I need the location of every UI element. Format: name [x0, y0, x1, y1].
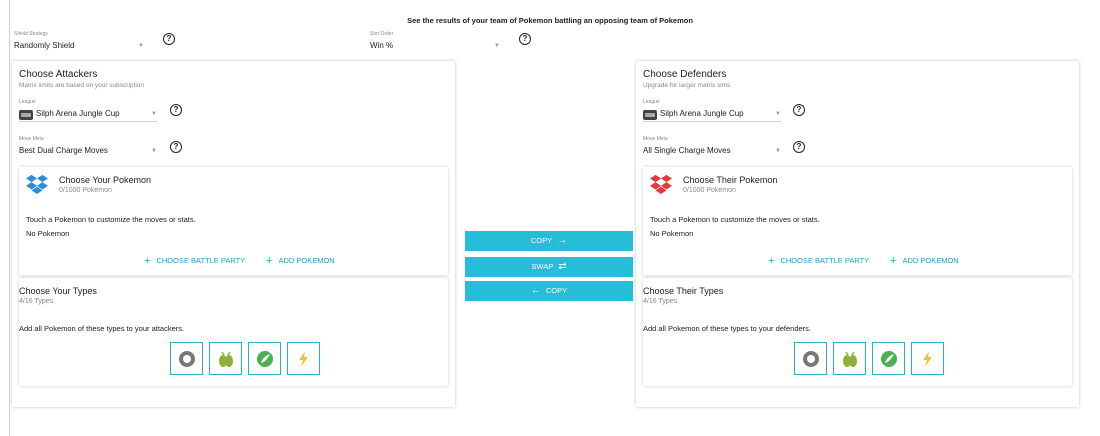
- chevron-down-icon: ▼: [494, 43, 500, 49]
- plus-icon: +: [144, 255, 151, 267]
- defenders-panel: [636, 61, 1079, 407]
- empty-state: No Pokemon: [26, 229, 70, 238]
- sort-order-value: Win %: [370, 41, 394, 50]
- help-icon[interactable]: ?: [793, 104, 805, 116]
- attackers-title: Choose Attackers: [19, 69, 98, 80]
- page-title: See the results of your team of Pokemon battling an opposing team of Pokemon: [407, 16, 693, 25]
- your-pokemon-count: 0/1000 Pokemon: [59, 187, 112, 194]
- attackers-league-select[interactable]: [19, 99, 157, 118]
- normal-type-icon: [178, 350, 196, 368]
- sort-order-select[interactable]: [370, 31, 500, 50]
- their-types-title: Choose Their Types: [643, 286, 724, 296]
- type-buttons: [794, 342, 944, 375]
- electric-type-button[interactable]: [911, 342, 944, 375]
- defenders-move-meta-select[interactable]: [643, 136, 781, 155]
- normal-type-icon: [802, 350, 820, 368]
- arrow-right-icon: →: [557, 235, 568, 246]
- their-pokemon-card: [643, 167, 1072, 275]
- sort-order-label: Sort Order: [370, 31, 394, 37]
- move-meta-label: Move Meta: [19, 136, 44, 142]
- add-pokemon-label: ADD POKEMON: [902, 256, 959, 265]
- grass-type-button[interactable]: [248, 342, 281, 375]
- chevron-down-icon: ▼: [775, 148, 781, 154]
- choose-battle-party-button[interactable]: [144, 255, 245, 267]
- your-types-card: [19, 278, 448, 386]
- add-pokemon-button[interactable]: [266, 255, 335, 267]
- silph-arena-logo-icon: [19, 110, 33, 120]
- add-pokemon-button[interactable]: [890, 255, 959, 267]
- their-types-card: [643, 278, 1072, 386]
- bug-type-button[interactable]: [209, 342, 242, 375]
- left-divider: [9, 0, 10, 436]
- types-hint: Add all Pokemon of these types to your attackers.: [19, 324, 185, 333]
- their-pokemon-title: Choose Their Pokemon: [683, 175, 778, 185]
- move-meta-value: All Single Charge Moves: [643, 146, 731, 155]
- field-underline: [19, 121, 157, 122]
- defenders-subtitle: Upgrade for larger matrix sims: [643, 82, 731, 89]
- copy-left-label: COPY: [545, 286, 568, 295]
- league-label: League: [643, 99, 660, 105]
- electric-type-button[interactable]: [287, 342, 320, 375]
- bug-type-icon: [841, 350, 859, 368]
- choose-battle-party-label: CHOOSE BATTLE PARTY: [780, 256, 870, 265]
- bug-type-button[interactable]: [833, 342, 866, 375]
- league-value: Silph Arena Jungle Cup: [36, 109, 120, 118]
- empty-state: No Pokemon: [650, 229, 694, 238]
- dropbox-red-icon: [650, 174, 672, 194]
- grass-type-icon: [256, 350, 274, 368]
- dropbox-blue-icon: [26, 174, 48, 194]
- shield-strategy-value: Randomly Shield: [14, 41, 75, 50]
- their-pokemon-count: 0/1000 Pokemon: [683, 187, 736, 194]
- plus-icon: +: [266, 255, 273, 267]
- type-buttons: [170, 342, 320, 375]
- plus-icon: +: [890, 255, 897, 267]
- league-label: League: [19, 99, 36, 105]
- pokemon-hint: Touch a Pokemon to customize the moves or stats.: [650, 215, 820, 224]
- your-types-count: 4/16 Types: [19, 298, 54, 305]
- normal-type-button[interactable]: [794, 342, 827, 375]
- arrow-left-icon: ←: [530, 285, 541, 296]
- league-value: Silph Arena Jungle Cup: [660, 109, 744, 118]
- your-pokemon-card: [19, 167, 448, 275]
- bug-type-icon: [217, 350, 235, 368]
- electric-type-icon: [919, 350, 937, 368]
- your-types-title: Choose Your Types: [19, 286, 97, 296]
- chevron-down-icon: ▼: [151, 111, 157, 117]
- types-hint: Add all Pokemon of these types to your defenders.: [643, 324, 812, 333]
- help-icon[interactable]: ?: [519, 33, 531, 45]
- grass-type-button[interactable]: [872, 342, 905, 375]
- silph-arena-logo-icon: [643, 110, 657, 120]
- your-pokemon-title: Choose Your Pokemon: [59, 175, 152, 185]
- help-icon[interactable]: ?: [793, 141, 805, 153]
- pokemon-hint: Touch a Pokemon to customize the moves or stats.: [26, 215, 196, 224]
- help-icon[interactable]: ?: [170, 104, 182, 116]
- choose-battle-party-button[interactable]: [768, 255, 869, 267]
- chevron-down-icon: ▼: [151, 148, 157, 154]
- move-meta-label: Move Meta: [643, 136, 668, 142]
- add-pokemon-label: ADD POKEMON: [278, 256, 335, 265]
- copy-right-button[interactable]: [465, 231, 633, 251]
- swap-icon: ⇄: [558, 261, 567, 272]
- choose-battle-party-label: CHOOSE BATTLE PARTY: [156, 256, 246, 265]
- grass-type-icon: [880, 350, 898, 368]
- chevron-down-icon: ▼: [775, 111, 781, 117]
- attackers-subtitle: Matrix limits are based on your subscription: [19, 82, 144, 89]
- swap-label: SWAP: [531, 262, 554, 271]
- attackers-panel: [12, 61, 455, 407]
- chevron-down-icon: ▼: [138, 43, 144, 49]
- defenders-title: Choose Defenders: [643, 69, 727, 80]
- plus-icon: +: [768, 255, 775, 267]
- field-underline: [643, 121, 781, 122]
- electric-type-icon: [295, 350, 313, 368]
- normal-type-button[interactable]: [170, 342, 203, 375]
- help-icon[interactable]: ?: [163, 33, 175, 45]
- move-meta-value: Best Dual Charge Moves: [19, 146, 108, 155]
- shield-strategy-select[interactable]: [14, 31, 144, 50]
- shield-strategy-label: Shield Strategy: [14, 31, 48, 37]
- defenders-league-select[interactable]: [643, 99, 781, 118]
- copy-left-button[interactable]: [465, 281, 633, 301]
- copy-right-label: COPY: [530, 236, 553, 245]
- attackers-move-meta-select[interactable]: [19, 136, 157, 155]
- swap-button[interactable]: [465, 257, 633, 277]
- their-types-count: 4/16 Types: [643, 298, 678, 305]
- help-icon[interactable]: ?: [170, 141, 182, 153]
